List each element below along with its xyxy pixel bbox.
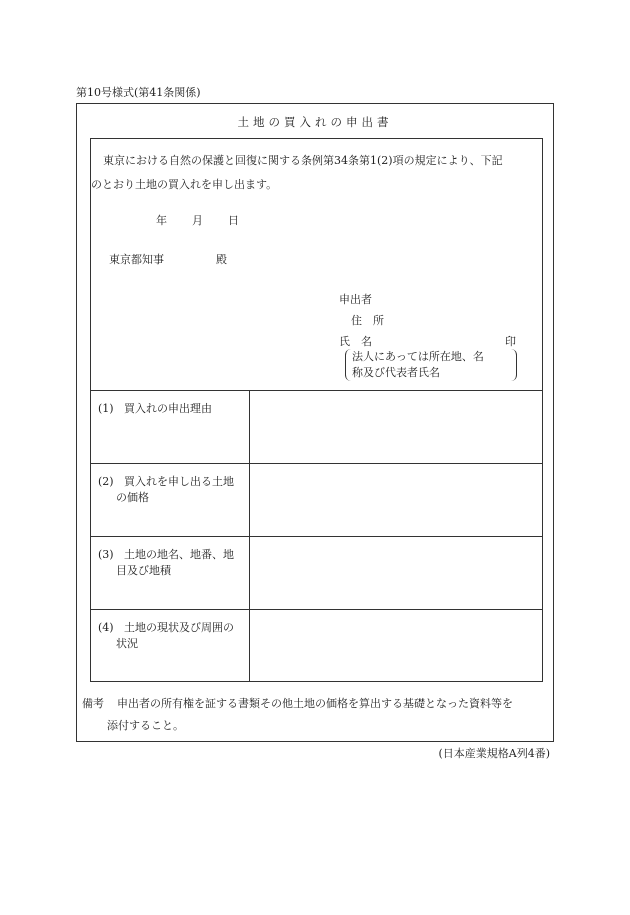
item-number: (2) xyxy=(98,475,114,488)
item-value-1[interactable] xyxy=(250,391,542,463)
remarks-line-2: 添付すること。 xyxy=(107,719,184,732)
applicant-address-label: 住 所 xyxy=(351,314,384,327)
date-month: 月 xyxy=(192,214,203,227)
item-label-1 xyxy=(98,401,246,417)
item-number: (4) xyxy=(98,621,114,634)
item-number: (1) xyxy=(98,402,114,415)
intro-line-2: のとおり土地の買入れを申し出ます。 xyxy=(91,178,278,191)
item-value-3[interactable] xyxy=(250,537,542,609)
corporation-note-line-1: 法人にあっては所在地、名 xyxy=(352,350,484,363)
item-label-3 xyxy=(98,547,246,579)
remarks-line-1: 申出者の所有権を証する書類その他土地の価格を算出する基礎となった資料等を xyxy=(117,697,513,710)
item-number: (3) xyxy=(98,548,114,561)
applicant-label: 申出者 xyxy=(339,293,372,306)
item-text-continued: 状況 xyxy=(116,637,138,650)
applicant-name-label: 氏 名 xyxy=(339,335,372,348)
seal-mark: 印 xyxy=(505,335,516,348)
item-text: 土地の現状及び周囲の xyxy=(124,621,234,634)
item-text: 買入れの申出理由 xyxy=(124,402,212,415)
corporation-note-line-2: 称及び代表者氏名 xyxy=(352,366,440,379)
item-value-4[interactable] xyxy=(250,610,542,682)
remarks-label: 備考 xyxy=(82,697,104,710)
date-day: 日 xyxy=(228,214,239,227)
intro-line-1: 東京における自然の保護と回復に関する条例第34条第1(2)項の規定により、下記 xyxy=(103,154,503,167)
addressee-name: 東京都知事 xyxy=(109,253,164,266)
paper-size-note: (日本産業規格A列4番) xyxy=(438,747,550,760)
form-number: 第10号様式(第41条関係) xyxy=(76,86,201,99)
item-text: 土地の地名、地番、地 xyxy=(124,548,234,561)
item-value-2[interactable] xyxy=(250,464,542,536)
addressee-honorific: 殿 xyxy=(216,253,227,266)
corporation-note xyxy=(345,349,517,381)
item-label-2 xyxy=(98,474,246,506)
item-text: 買入れを申し出る土地 xyxy=(124,475,234,488)
form-table xyxy=(90,138,543,682)
form-frame xyxy=(76,103,554,742)
item-text-continued: の価格 xyxy=(116,491,149,504)
item-label-4 xyxy=(98,620,246,652)
date-year: 年 xyxy=(156,214,167,227)
item-text-continued: 目及び地積 xyxy=(116,564,171,577)
form-title: 土地の買入れの申出書 xyxy=(237,115,393,129)
